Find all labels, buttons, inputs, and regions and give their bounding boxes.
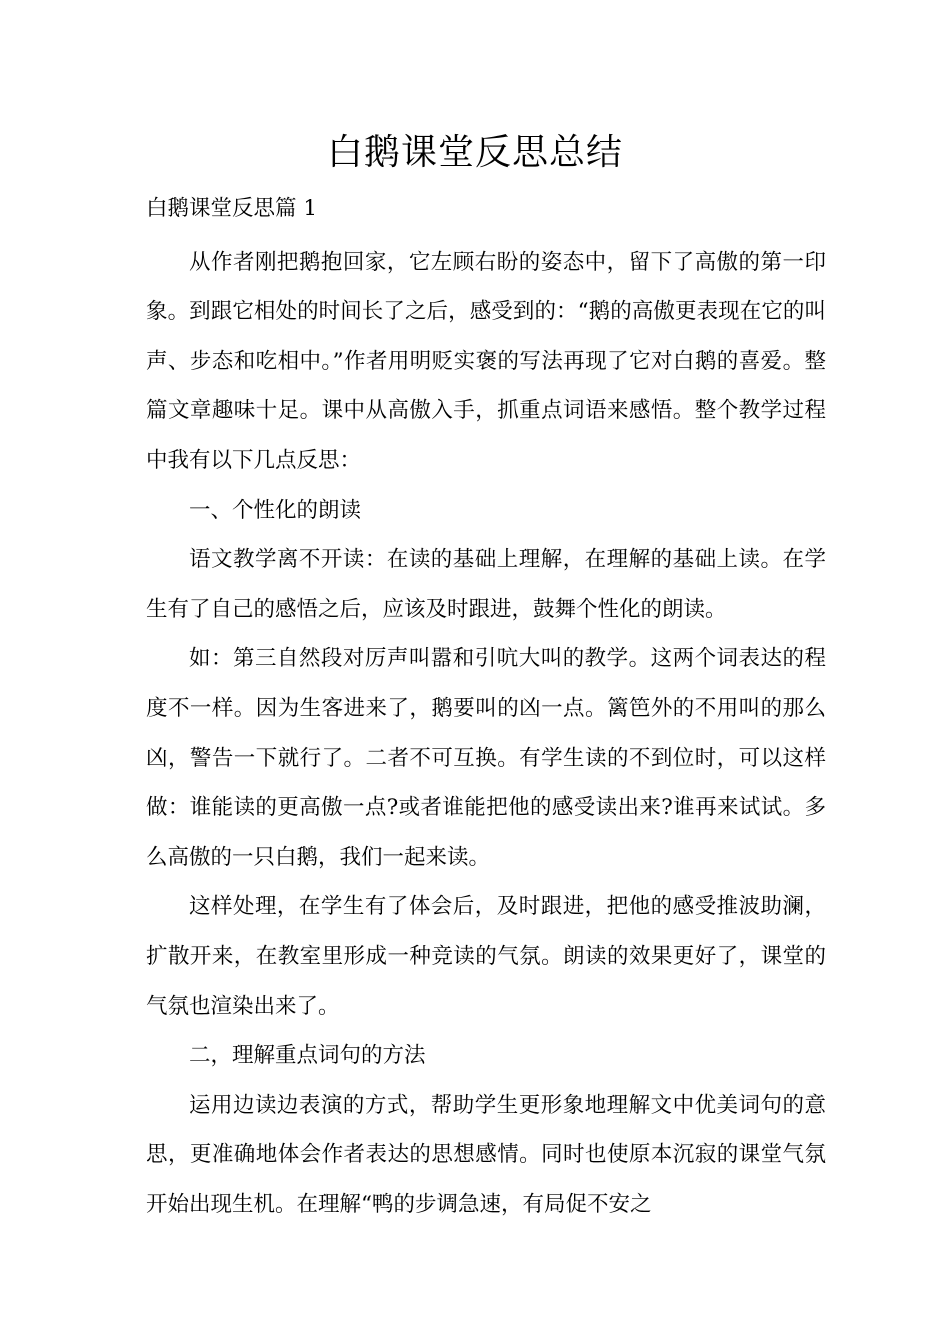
document-title: 白鹅课堂反思总结: [326, 132, 623, 173]
paragraph: 这样处理，在学生有了体会后，及时跟进，把他的感受推波助澜，扩散开来，在教室里形成一种竞读的气氛。朗读的效果更好了，课堂的气氛也渲染出来了。: [146, 894, 826, 1019]
paragraph: 从作者刚把鹅抱回家，它左顾右盼的姿态中，留下了高傲的第一印象。到跟它相处的时间长了之后，感受到的：“鹅的高傲更表现在它的叫声、步态和吃相中。”作者用明贬实褒的写法再现了它对白鹅的喜爱。整篇文章趣味十足。课中从高傲入手，抓重点词语来感悟。整个教学过程中我有以下几点反思：: [146, 249, 826, 473]
document-body: [146, 184, 826, 1229]
paragraph: 如：第三自然段对厉声叫嚣和引吭大叫的教学。这两个词表达的程度不一样。因为生客进来了，鹅要叫的凶一点。篱笆外的不用叫的那么凶，警告一下就行了。二者不可互换。有学生读的不到位时，可以这样做：谁能读的更高傲一点?或者谁能把他的感受读出来?谁再来试试。多么高傲的一只白鹅，我们一起来读。: [146, 646, 826, 870]
paragraph: 语文教学离不开读：在读的基础上理解，在理解的基础上读。在学生有了自己的感悟之后，应该及时跟进，鼓舞个性化的朗读。: [146, 547, 826, 622]
section-heading: 白鹅课堂反思篇 1: [146, 196, 318, 221]
section-heading: 一、个性化的朗读: [189, 497, 362, 523]
paragraph: 运用边读边表演的方式，帮助学生更形象地理解文中优美词句的意思，更准确地体会作者表达的思想感情。同时也使原本沉寂的课堂气氛开始出现生机。在理解“鸭的步调急速，有局促不安之: [146, 1092, 826, 1217]
section-heading: 二，理解重点词句的方法: [189, 1043, 426, 1069]
